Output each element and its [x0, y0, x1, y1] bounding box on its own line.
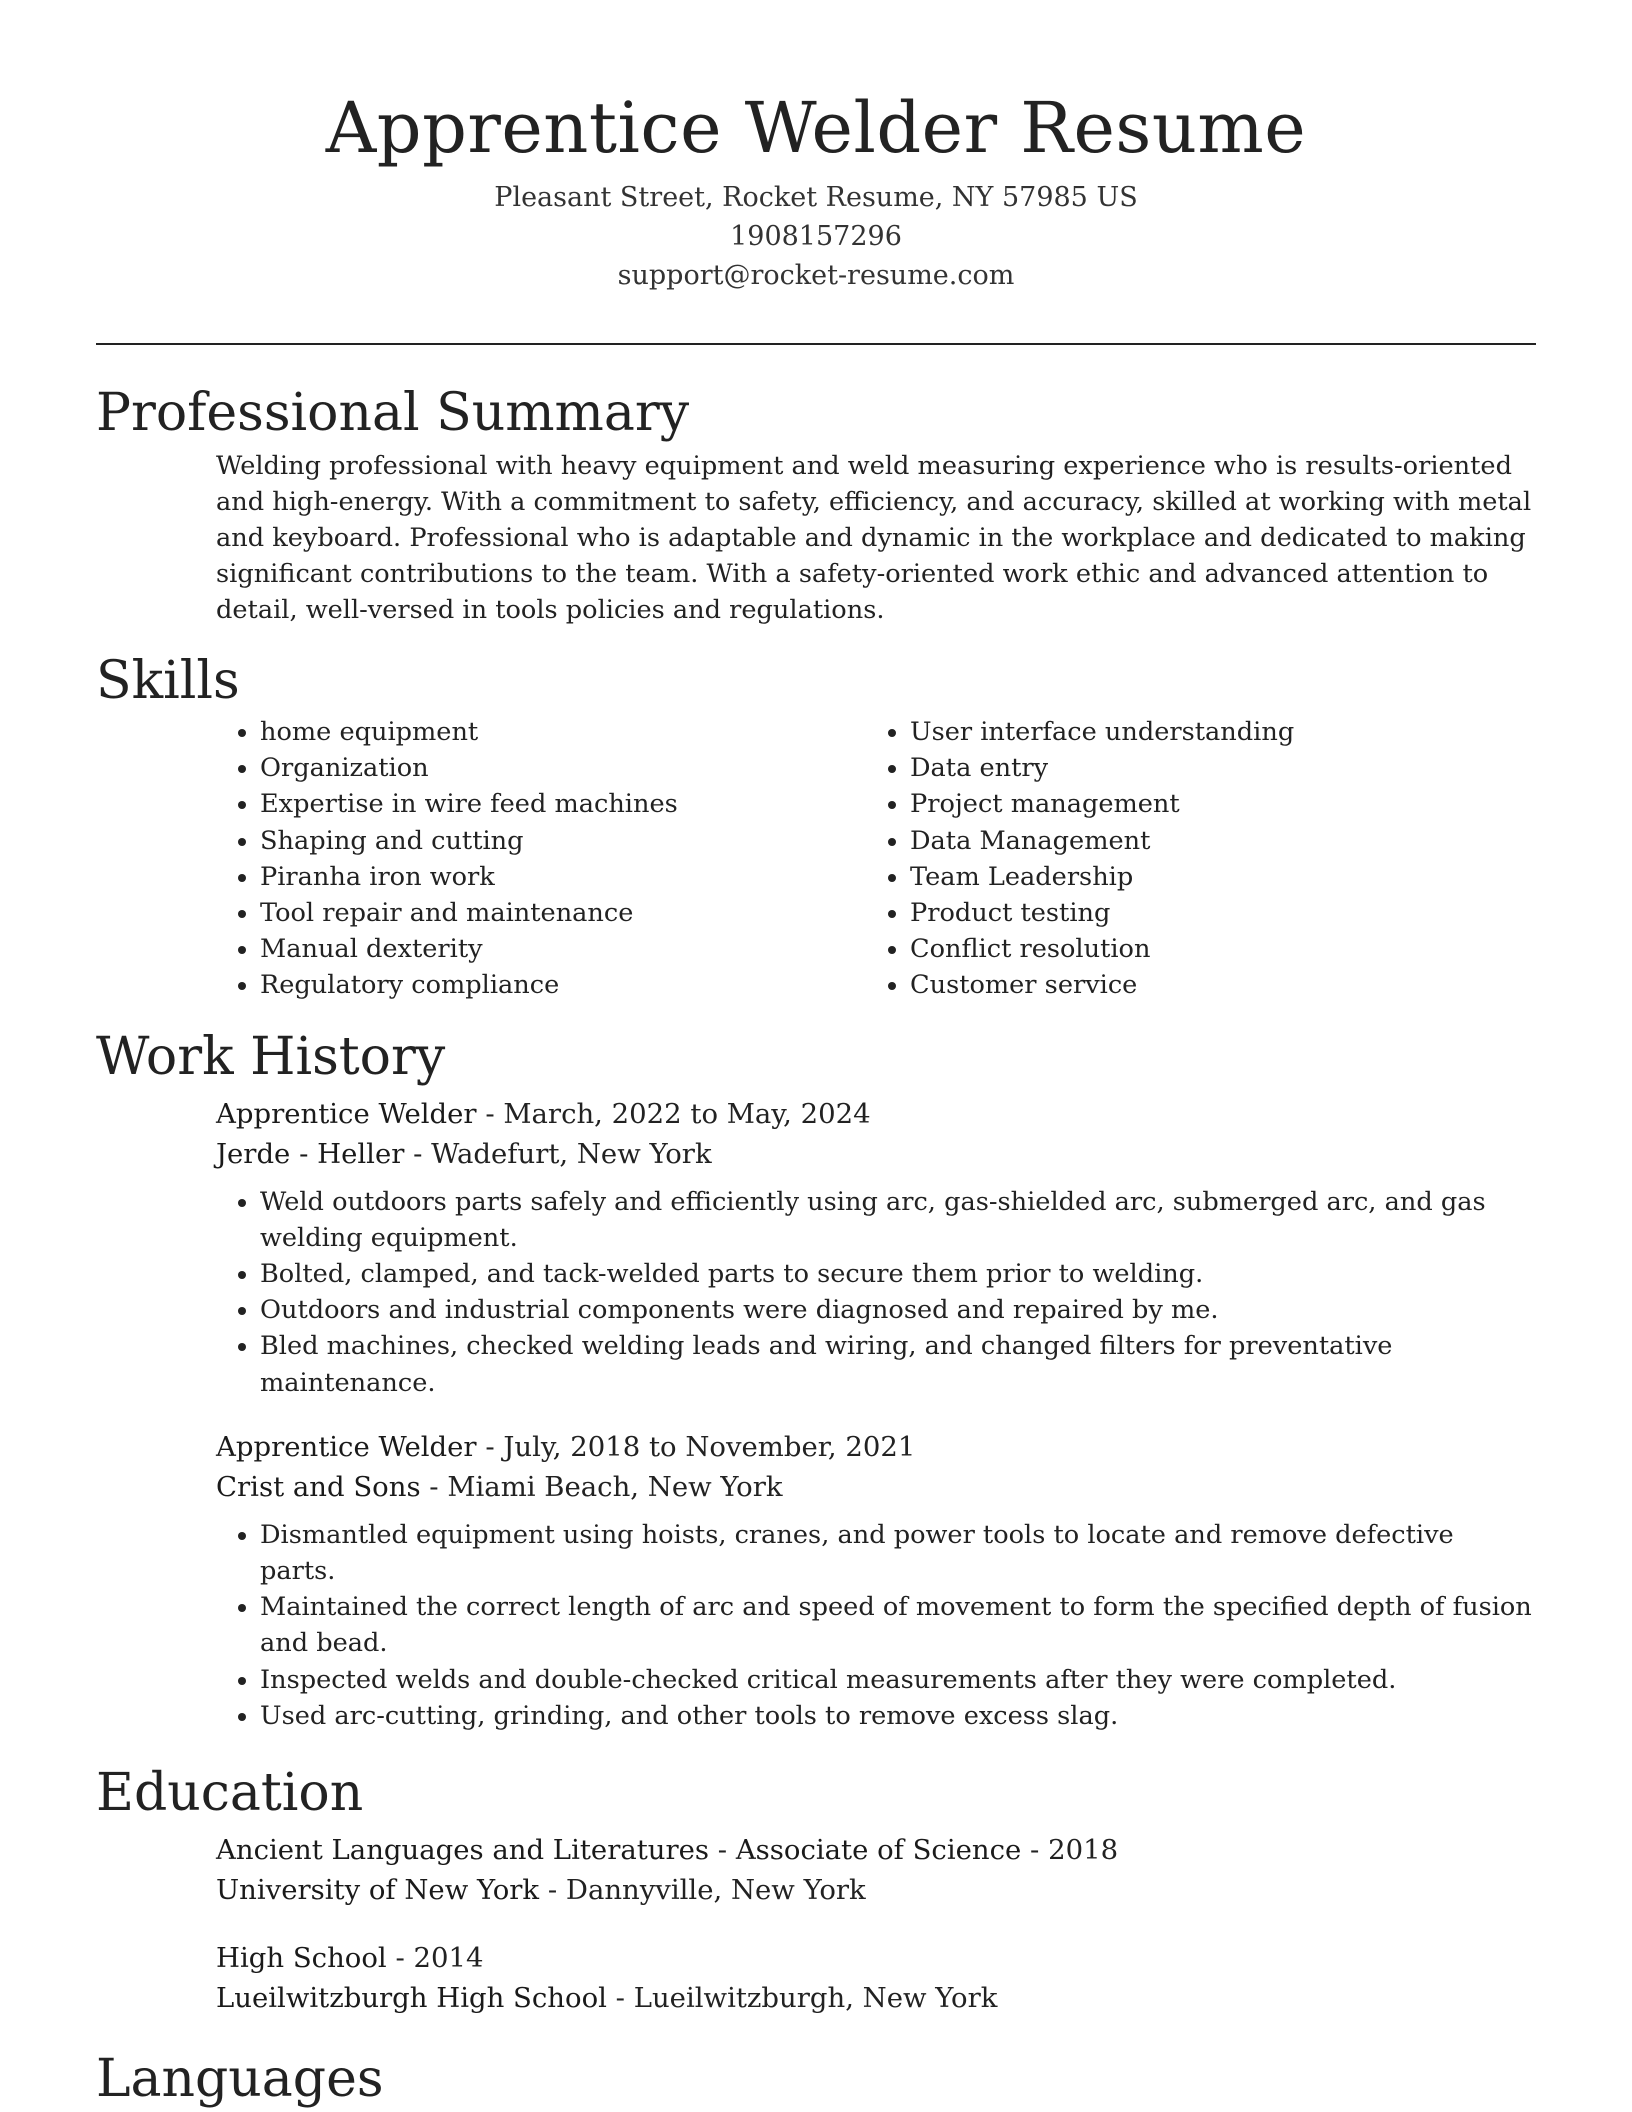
education-degree-line: High School - 2014 [216, 1942, 484, 1975]
summary-heading: Professional Summary [96, 383, 690, 443]
education-school: Lueilwitzburgh High School [216, 1982, 607, 2015]
job-dates: July, 2018 to November, 2021 [503, 1430, 916, 1463]
languages-heading: Languages [96, 2049, 384, 2110]
education-heading: Education [96, 1763, 364, 1824]
job-bullet: • Used arc-cutting, grinding, and other tools to remove excess slag. [260, 1698, 1536, 1734]
job-bullet: • Maintained the correct length of arc and speed of movement to form the specified depth of fusion and bead. [260, 1589, 1536, 1661]
skill-item: • Piranha iron work [260, 859, 866, 895]
education-year: 2014 [413, 1942, 484, 1975]
job-bullet: • Weld outdoors parts safely and efficiently using arc, gas-shielded arc, submerged arc, and gas welding equipment. [260, 1184, 1536, 1256]
skill-item: • User interface understanding [910, 714, 1516, 750]
skill-item: • Regulatory compliance [260, 967, 866, 1003]
address: Pleasant Street, Rocket Resume, NY 57985 US [494, 182, 1138, 213]
job-bullet: • Bled machines, checked welding leads and wiring, and changed filters for preventative maintenance. [260, 1328, 1536, 1400]
work-history-section [96, 1024, 1536, 1734]
email: support@rocket-resume.com [617, 260, 1015, 291]
skills-heading: Skills [96, 651, 240, 711]
phone: 1908157296 [730, 221, 902, 252]
education-school-line: Lueilwitzburgh High School - Lueilwitzburgh, New York [216, 1982, 998, 2015]
skill-item: • Project management [910, 786, 1516, 822]
job-company-line: Jerde - Heller - Wadefurt, New York [216, 1137, 712, 1170]
resume-title: Apprentice Welder Resume [325, 87, 1307, 169]
job-bullets [216, 1517, 1536, 1734]
job-role: Apprentice Welder [216, 1430, 477, 1463]
job-entry [216, 1427, 1536, 1734]
skill-item: • Conflict resolution [910, 931, 1516, 967]
education-entry [216, 1938, 1536, 2018]
skills-list-left [216, 714, 866, 1004]
resume-header [0, 86, 1632, 295]
job-bullets [216, 1184, 1536, 1401]
skills-section [96, 648, 1536, 1004]
summary-text: Welding professional with heavy equipment and weld measuring experience who is results-oriented and high-energy. With a commitment to safety, efficiency, and accuracy, skilled at working with metal and keyboard. Professional who is adaptable and dynamic in the workplace and dedicated to making significant contributions to the team. With a safety-oriented work ethic and advanced attention to detail, well-versed in tools policies and regulations. [216, 451, 1532, 625]
job-bullet: • Bolted, clamped, and tack-welded parts to secure them prior to welding. [260, 1256, 1536, 1292]
work-history-heading: Work History [96, 1026, 446, 1087]
education-year: 2018 [1048, 1834, 1119, 1867]
job-company: Crist and Sons [216, 1470, 421, 1503]
skill-item: • Customer service [910, 967, 1516, 1003]
job-company: Jerde - Heller [216, 1137, 405, 1170]
job-location: Miami Beach, New York [447, 1470, 783, 1503]
resume-content [96, 380, 1536, 2112]
skills-columns [216, 714, 1536, 1004]
skill-item: • Organization [260, 750, 866, 786]
job-bullet: • Outdoors and industrial components were diagnosed and repaired by me. [260, 1292, 1536, 1328]
education-school-line: University of New York - Dannyville, New York [216, 1874, 866, 1907]
job-bullet: • Inspected welds and double-checked critical measurements after they were completed. [260, 1662, 1536, 1698]
job-bullet: • Dismantled equipment using hoists, cranes, and power tools to locate and remove defective parts. [260, 1517, 1536, 1589]
skill-item: • Shaping and cutting [260, 823, 866, 859]
skill-item: • Manual dexterity [260, 931, 866, 967]
skill-item: • Data Management [910, 823, 1516, 859]
education-degree: High School [216, 1942, 387, 1975]
job-location: Wadefurt, New York [431, 1137, 712, 1170]
job-role: Apprentice Welder [216, 1097, 477, 1130]
languages-section [96, 2046, 1536, 2112]
job-title-line: Apprentice Welder - March, 2022 to May, 2024 [216, 1097, 871, 1130]
skill-item: • home equipment [260, 714, 866, 750]
education-degree-line: Ancient Languages and Literatures - Associate of Science - 2018 [216, 1834, 1119, 1867]
education-degree: Associate of Science [735, 1834, 1022, 1867]
skills-list-right [866, 714, 1516, 1004]
education-field: Ancient Languages and Literatures [216, 1834, 710, 1867]
skill-item: • Tool repair and maintenance [260, 895, 866, 931]
job-title-line: Apprentice Welder - July, 2018 to November, 2021 [216, 1430, 916, 1463]
header-divider [96, 343, 1536, 345]
education-school: University of New York [216, 1874, 540, 1907]
job-company-line: Crist and Sons - Miami Beach, New York [216, 1470, 783, 1503]
job-dates: March, 2022 to May, 2024 [503, 1097, 871, 1130]
education-location: Dannyville, New York [565, 1874, 866, 1907]
skill-item: • Product testing [910, 895, 1516, 931]
summary-section [96, 380, 1536, 628]
education-section [96, 1760, 1536, 2018]
skill-item: • Team Leadership [910, 859, 1516, 895]
education-entry [216, 1830, 1536, 1910]
skill-item: • Expertise in wire feed machines [260, 786, 866, 822]
skill-item: • Data entry [910, 750, 1516, 786]
education-location: Lueilwitzburgh, New York [633, 1982, 998, 2015]
job-entry [216, 1094, 1536, 1401]
